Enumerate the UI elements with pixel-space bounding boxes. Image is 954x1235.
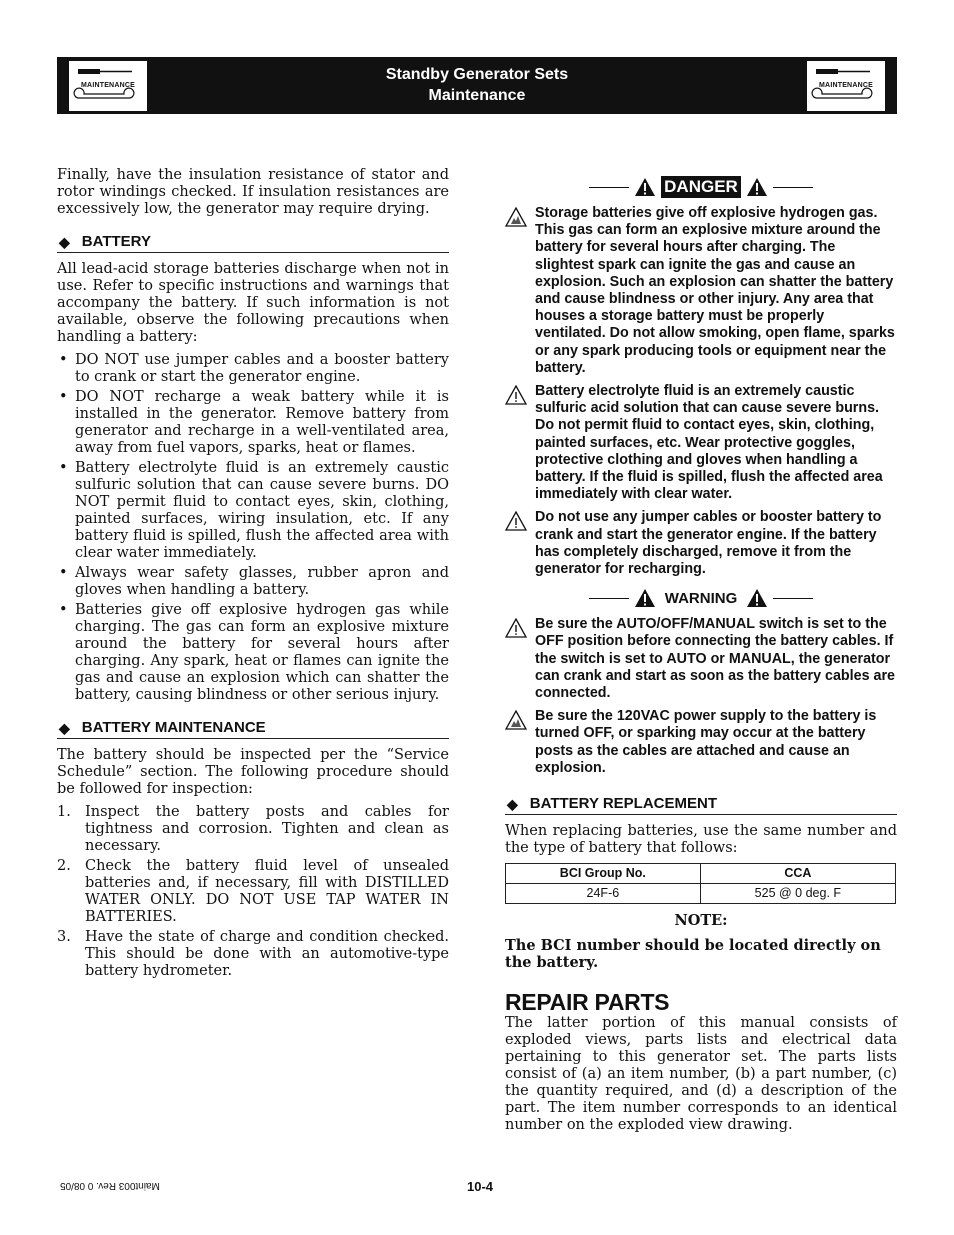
list-item: • DO NOT use jumper cables and a booster battery to crank or start the generator engine. (59, 352, 449, 385)
maintenance-paragraph: The battery should be inspected per the “Service Schedule” section. The following procedure should be followed for inspection: (57, 747, 449, 797)
bullet-icon: • (59, 565, 68, 581)
divider (773, 598, 813, 599)
warning-triangle-icon (634, 177, 656, 197)
header-title (57, 64, 897, 106)
explosion-hazard-icon (505, 710, 527, 730)
right-column (505, 175, 897, 1134)
warning-label: WARNING (664, 589, 738, 607)
left-column (57, 167, 449, 983)
warning-triangle-icon (746, 588, 768, 608)
divider (589, 187, 629, 188)
caution-triangle-icon (505, 618, 527, 638)
logo-label: MAINTENANCE (819, 82, 873, 89)
intro-paragraph: Finally, have the insulation resistance of stator and rotor windings checked. If insulation resistances are excessively low, the generator may require drying. (57, 167, 449, 217)
table-header: BCI Group No. (506, 864, 701, 884)
list-item: 1. Inspect the battery posts and cables for tightness and corrosion. Tighten and clean as necessary. (57, 804, 449, 854)
list-item: 2. Check the battery fluid level of unsealed batteries and, if necessary, fill with DISTILLED WATER ONLY. DO NOT USE TAP WATER IN BATTERIES. (57, 858, 449, 925)
list-item: • Always wear safety glasses, rubber apron and gloves when handling a battery. (59, 565, 449, 598)
warning-triangle-icon (746, 177, 768, 197)
battery-replacement-heading-text: BATTERY REPLACEMENT (529, 795, 718, 813)
document-id: Maint003 Rev. 0 08/05 (60, 1180, 160, 1191)
explosion-hazard-icon (505, 207, 527, 227)
note-heading: NOTE: (674, 912, 728, 930)
battery-maintenance-heading (57, 719, 449, 739)
battery-replacement-heading (505, 795, 897, 815)
warning-item: Be sure the 120VAC power supply to the battery is turned OFF, or sparking may occur at the battery posts as the cables are attached and cause an explosion. (505, 708, 897, 777)
danger-header (505, 175, 897, 199)
maintenance-logo-right (807, 61, 885, 111)
warning-triangle-icon (634, 588, 656, 608)
danger-item: Do not use any jumper cables or booster battery to crank and start the generator engine. If the battery has completely discharged, remove it from the generator for recharging. (505, 509, 897, 578)
list-item: • Batteries give off explosive hydrogen gas while charging. The gas can form an explosive mixture around the battery for several hours after charging. Any spark, heat or flames can ignite the gas and cause an explosion which can shatter the battery, causing blindness or other serious injury. (59, 602, 449, 703)
inspection-steps (57, 804, 449, 980)
logo-label: MAINTENANCE (81, 82, 135, 89)
divider (589, 598, 629, 599)
danger-label: DANGER (661, 176, 741, 198)
diamond-icon: ◆ (507, 796, 518, 813)
repair-parts-paragraph: The latter portion of this manual consists of exploded views, parts lists and electrical data pertaining to this generator set. The parts lists consist of (a) an item number, (b) a part number, (c) the quantity required, and (d) a description of the part. The item number corresponds to an identical number on the exploded view drawing. (505, 1015, 897, 1134)
diamond-icon: ◆ (59, 720, 70, 736)
list-item: • DO NOT recharge a weak battery while it is installed in the generator. Remove battery from generator and recharge in a well-ventilated area, away from fuel vapors, sparks, heat or flames. (59, 389, 449, 456)
danger-item: Storage batteries give off explosive hydrogen gas. This gas can form an explosive mixture around the battery for several hours after charging. The slightest spark can ignite the gas and cause an explosion. Such an explosion can shatter the battery and cause blindness or other injury. Any area that houses a storage battery must be properly ventilated. Do not allow smoking, open flame, sparks or any spark producing tools or equipment near the battery. (505, 205, 897, 377)
repair-parts-title: REPAIR PARTS (505, 989, 670, 1016)
bullet-icon: • (59, 352, 68, 368)
warning-item: Be sure the AUTO/OFF/MANUAL switch is set to the OFF position before connecting the battery cables. If the switch is set to AUTO or MANUAL, the generator can crank and start as soon as the battery cables are connected. (505, 616, 897, 702)
replacement-paragraph: When replacing batteries, use the same number and the type of battery that follows: (505, 823, 897, 857)
page-number: 10-4 (466, 1179, 494, 1194)
bullet-icon: • (59, 460, 68, 476)
bullet-icon: • (59, 389, 68, 405)
battery-heading (57, 233, 449, 253)
bullet-icon: • (59, 602, 68, 618)
battery-paragraph: All lead-acid storage batteries discharge when not in use. Refer to specific instructions and warnings that accompany the battery. If such information is not available, observe the following precautions when handling a battery: (57, 261, 449, 345)
table-header: CCA (700, 864, 895, 884)
list-item: • Battery electrolyte fluid is an extremely caustic sulfuric solution that can cause severe burns. DO NOT permit fluid to contact eyes, skin, clothing, painted surfaces, wiring insulation, etc. If any battery fluid is spilled, flush the affected area with clear water immediately. (59, 460, 449, 561)
caution-triangle-icon (505, 511, 527, 531)
title-line-2: Maintenance (428, 87, 526, 104)
danger-item: Battery electrolyte fluid is an extremely caustic sulfuric acid solution that can cause severe burns. Do not permit fluid to contact eyes, skin, clothing, painted surfaces, etc. Wear protective goggles, protective clothing and gloves when handling a battery. If the fluid is spilled, flush the affected area immediately with clear water. (505, 383, 897, 503)
table-header-row (506, 864, 896, 884)
battery-maintenance-heading-text: BATTERY MAINTENANCE (81, 719, 266, 736)
note-body: The BCI number should be located directly on the battery. (505, 937, 881, 972)
title-line-1: Standby Generator Sets (385, 66, 569, 83)
page-header (57, 57, 897, 114)
caution-triangle-icon (505, 385, 527, 405)
bci-table (505, 863, 896, 904)
warning-header (505, 586, 897, 610)
diamond-icon: ◆ (59, 234, 70, 250)
list-item: 3. Have the state of charge and condition checked. This should be done with an automotive-type battery hydrometer. (57, 929, 449, 979)
battery-heading-text: BATTERY (81, 233, 151, 250)
divider (773, 187, 813, 188)
table-row (506, 884, 896, 904)
battery-precautions-list (57, 352, 449, 704)
table-cell: 525 @ 0 deg. F (700, 884, 895, 904)
table-cell: 24F-6 (506, 884, 701, 904)
